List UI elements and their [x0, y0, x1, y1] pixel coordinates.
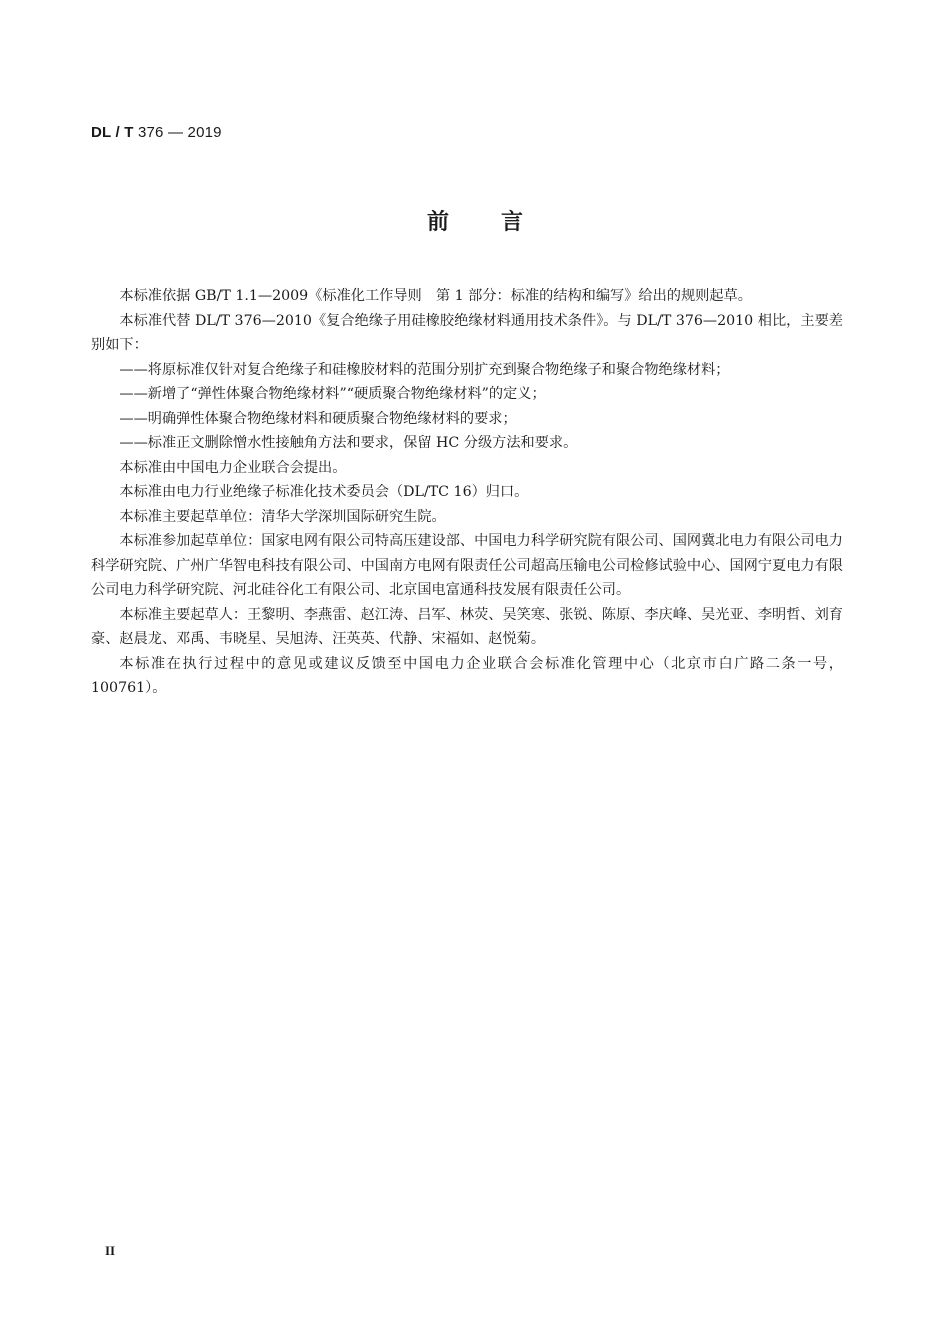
paragraph-replacement: 本标准代替 DL/T 376—2010《复合绝缘子用硅橡胶绝缘材料通用技术条件》。与 DL/T 376—2010 相比，主要差别如下： [91, 312, 843, 353]
page-title: 前言 [426, 210, 575, 235]
list-item-scope-change: ——将原标准仅针对复合绝缘子和硅橡胶材料的范围分别扩充到聚合物绝缘子和聚合物绝缘材料； [119, 361, 730, 378]
paragraph-participating-orgs: 本标准参加起草单位：国家电网有限公司特高压建设部、中国电力科学研究院有限公司、国网冀北电力有限公司电力科学研究院、广州广华智电科技有限公司、中国南方电网有限责任公司超高压输电公司检修试验中心、国网宁夏电力有限公司电力科学研究院、河北硅谷化工有限公司、北京国电富通科技发展有限责任公司。 [91, 533, 843, 598]
paragraph-managed-by: 本标准由电力行业绝缘子标准化技术委员会（DL/TC 16）归口。 [119, 484, 529, 500]
paragraph-drafting-basis: 本标准依据 GB/T 1.1—2009《标准化工作导则 第 1 部分：标准的结构和编写》给出的规则起草。 [119, 288, 752, 304]
standard-code [91, 124, 222, 141]
list-item-new-definitions: ——新增了“弹性体聚合物绝缘材料”“硬质聚合物绝缘材料”的定义； [119, 386, 546, 402]
paragraph-main-drafters: 本标准主要起草人：王黎明、李燕雷、赵江涛、吕军、林荧、吴笑寒、张锐、陈原、李庆峰、吴光亚、李明哲、刘育豪、赵晨龙、邓禹、韦晓星、吴旭涛、汪英英、代静、宋福如、赵悦菊。 [91, 606, 843, 647]
paragraph-feedback: 本标准在执行过程中的意见或建议反馈至中国电力企业联合会标准化管理中心（北京市白广路二条一号，100761）。 [91, 655, 843, 696]
page-number: II [105, 1243, 116, 1258]
list-item-requirements: ——明确弹性体聚合物绝缘材料和硬质聚合物绝缘材料的要求； [119, 410, 517, 427]
paragraph-main-drafter-org: 本标准主要起草单位：清华大学深圳国际研究生院。 [119, 508, 446, 525]
standard-code-prefix: DL / T [91, 124, 134, 141]
foreword-body [91, 284, 843, 701]
list-item-hc-method: ——标准正文删除憎水性接触角方法和要求，保留 HC 分级方法和要求。 [119, 435, 578, 451]
standard-code-number: 376 — 2019 [137, 124, 222, 141]
paragraph-proposed-by: 本标准由中国电力企业联合会提出。 [119, 459, 347, 476]
